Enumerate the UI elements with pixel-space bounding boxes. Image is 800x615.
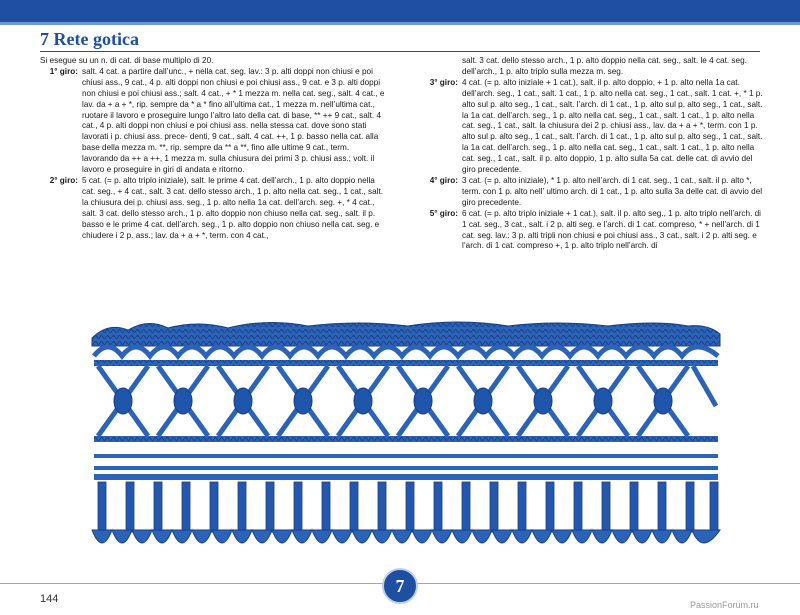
step-text: salt. 4 cat. a partire dall’unc., + nella cat. seg. lav.: 3 p. alti doppi non chiusi e poi chiusi ass., 9 cat., 4 p. alti doppi non chiusi e poi chiusi ass., 9 cat. e 3 p. alti doppi non chiusi e poi chiusi ass.; salt. 4 cat., + * 1 mezza m. nella cat. seg., salt. 4 cat., e lav. da + a + *, rip. sempre da * a * fino all’ultima cat., 1 mezza m. nell’ultima cat., ruotare il lavoro e proseguire lungo l’altro lato della cat. di base, ** ++ 9 cat., salt. 4 cat., 4 p. alti doppi non chiusi e poi chiusi ass. nella stessa cat. dove sono stati lavorati i p. chiusi ass. prece- denti, 9 cat., salt. 4 cat. ++, 1 p. basso nella cat. alla base della mezza m. **, rip. sempre da ** a **, fino alle ultime 9 cat., term. lavorando da ++ a ++, 1 mezza m. sulla chiusura dei primi 3 p. chiusi ass.; volt. il lavoro e proseguire in giri di andata e ritorno.	[82, 66, 385, 175]
step-label: 4° giro:	[429, 175, 458, 185]
watermark: PassionForum.ru	[690, 600, 759, 610]
step-text: 5 cat. (= p. alto triplo iniziale), salt. le prime 4 cat. dell’arch., 1 p. alto doppio nella cat. seg., + 4 cat., salt. 3 cat. dello stesso arch., 1 p. alto nella cat. seg., 1 cat., salt. la chiusura dei p. chiusi ass. seg., 1 p. alto nella 1a cat. dell’arch. seg. +, * 4 cat., salt. 3 cat. dello stesso arch., 1 p. alto doppio non chiuso nella cat. seg., salt. il p. basso e le prime 4 cat. dell’arch. seg., 1 p. alto doppio non chiuso nella cat. seg. e chiudere i 2 p. ass.; lav. da + a + *, term. con 4 cat.,	[82, 175, 384, 240]
step-text: 4 cat. (= p. alto iniziale + 1 cat.), salt. il p. alto doppio, + 1 p. alto nella 1a cat. dell’arch. seg., 1 cat., salt. 1 cat., 1 p. alto nella cat. seg., 1 cat., salt. 1 cat. +, * 1 p. alto sul p. alto seg., 1 cat., salt. l’arch. di 1 cat., 1 p. alto sul p. alto seg., 1 cat., salt. la 1a cat. dell’arch. seg., 1 p. alto nella cat. seg., 1 cat., salt. 1 cat., 1 p. alto nella cat. seg., 1 cat., salt. la chiusura dei 2 p. chiusi ass., lav. da + a + *, term. con 1 p. alto sul p. alto seg., 1 cat., salt. l’arch. di 1 cat., 1 p. alto sul p. alto seg., 1 cat., salt. la 1a cat. dell’arch. seg., 1 p. alto nella cat. seg., 1 cat., salt. 1 cat., 1 p. alto nella cat. seg., 1 cat., salt. il p. alto doppio, 1 p. alto sulla 5a cat. delle cat. di avvio del giro precedente.	[462, 77, 763, 175]
text-column-left	[40, 56, 385, 241]
step-label: 5° giro:	[429, 208, 458, 218]
header-band	[0, 0, 800, 22]
crochet-swatch-photo	[88, 316, 724, 566]
step-text: 3 cat. (= p. alto iniziale), * 1 p. alto nell’arch. di 1 cat. seg., 1 cat., salt. il p. alto *, term. con 1 p. alto nell’ ultimo arch. di 1 cat., 1 p. alto sulla 3a delle cat. di avvio del giro precedente.	[462, 175, 763, 207]
step-label: 2° giro:	[49, 175, 78, 185]
step-round-4	[420, 176, 765, 209]
title-divider	[40, 51, 760, 52]
text-column-right	[420, 56, 765, 252]
header-band-accent	[0, 22, 800, 25]
step-label: 3° giro:	[429, 77, 458, 87]
step-label: 1° giro:	[49, 66, 78, 76]
step-round-1	[40, 67, 385, 176]
step-round-2	[40, 176, 385, 241]
step-round-5	[420, 209, 765, 253]
pattern-title: 7 Rete gotica	[40, 29, 139, 49]
pattern-intro: Si esegue su un n. di cat. di base multiplo di 20.	[40, 56, 214, 65]
step-round-3	[420, 78, 765, 176]
page-number: 144	[40, 593, 59, 605]
step-continuation: salt. 3 cat. dello stesso arch., 1 p. alto doppio nella cat. seg., salt. le 4 cat. seg. dell’arch., 1 p. alto triplo sulla mezza m. seg.	[462, 56, 747, 76]
step-text: 6 cat. (= p. alto triplo iniziale + 1 cat.), salt. il p. alto seg., 1 p. alto triplo nell’arch. di 1 cat. seg., 3 cat., salt. i 2 p. alti seg. e l’arch. di 1 cat. compreso, * + nell’arch. di 1 cat. seg. lav.: 3 p. alti tripli non chiusi e poi chiusi ass., 3 cat., salt. i 2 p. alti seg. e l’arch. di 1 cat. compreso +, 1 p. alto triplo nell’arch. di	[462, 208, 761, 251]
pattern-number-badge: 7	[382, 568, 418, 604]
